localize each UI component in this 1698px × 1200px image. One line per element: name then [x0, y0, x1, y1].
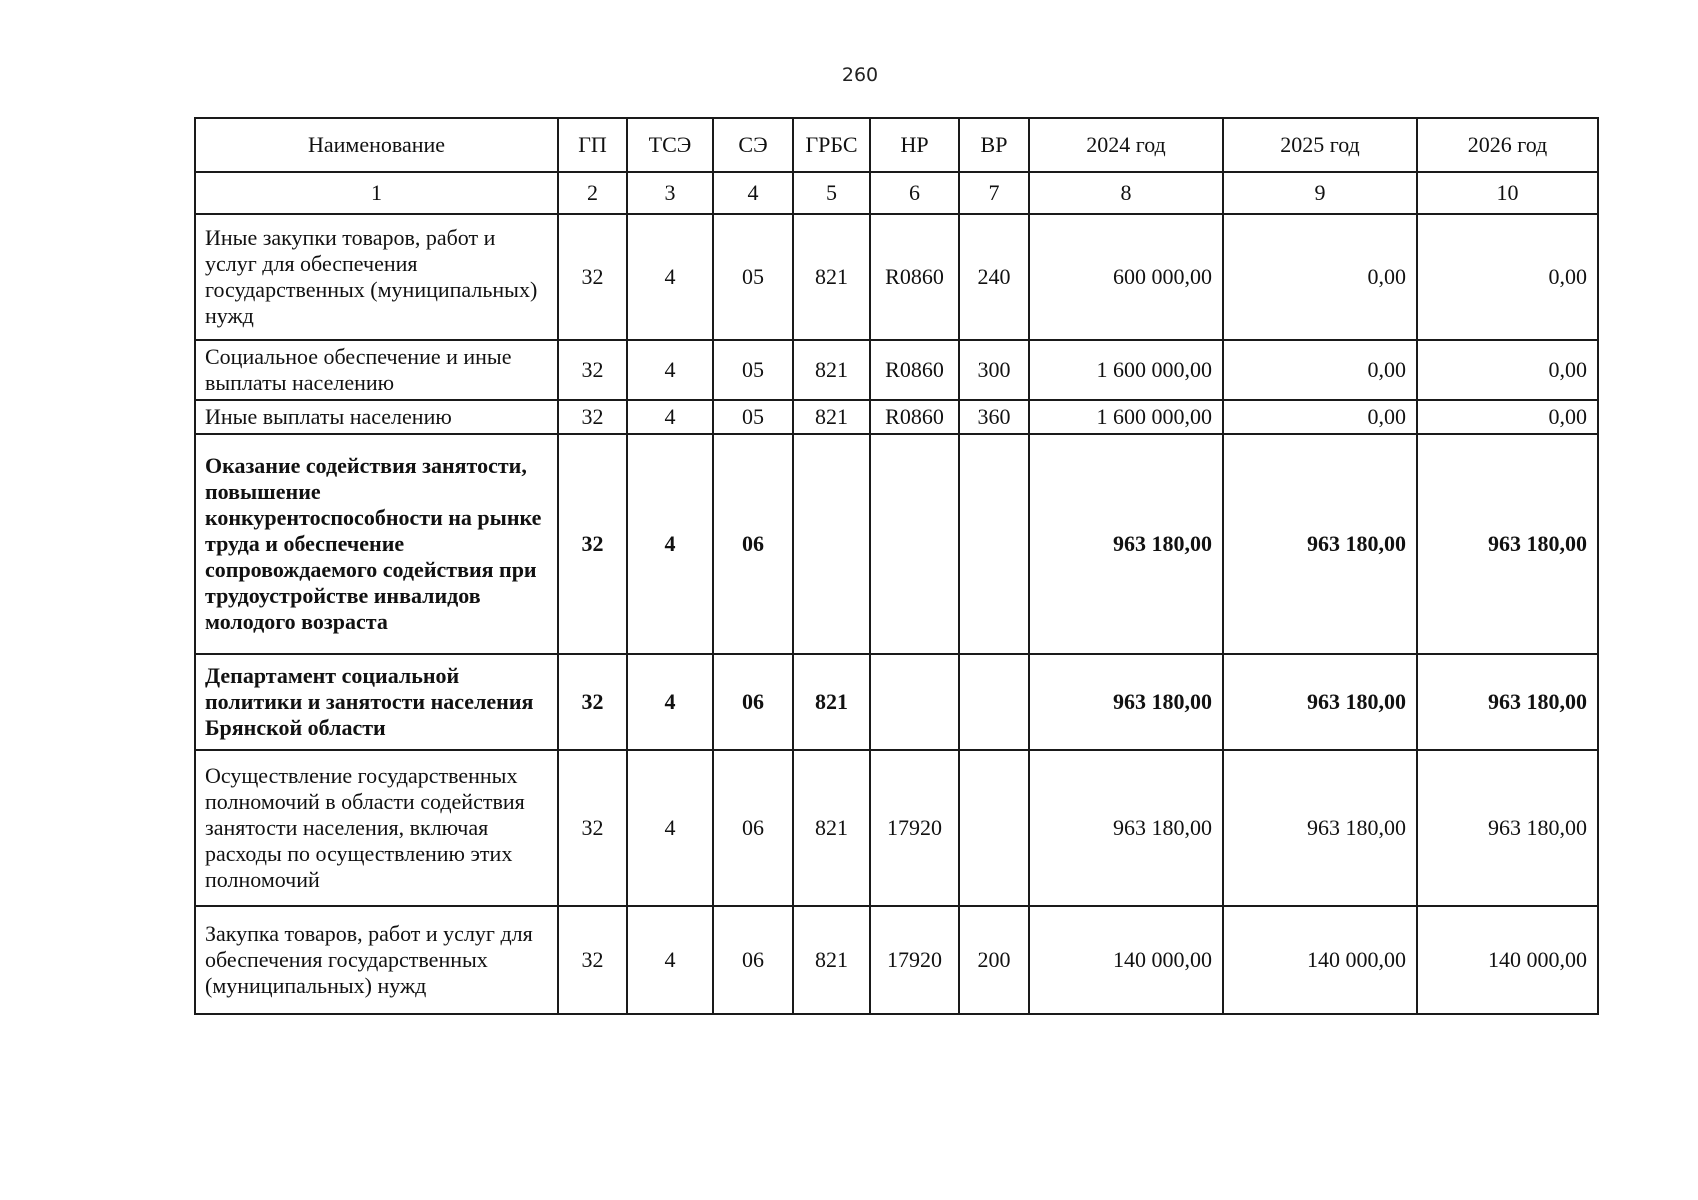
- column-number: 4: [713, 172, 793, 214]
- cell-gp: 32: [558, 906, 627, 1014]
- column-number: 7: [959, 172, 1029, 214]
- cell-se: 05: [713, 214, 793, 340]
- cell-gp: 32: [558, 214, 627, 340]
- header-vr: ВР: [959, 118, 1029, 172]
- cell-grbs: 821: [793, 750, 870, 906]
- cell-nr: R0860: [870, 400, 959, 434]
- header-2024: 2024 год: [1029, 118, 1223, 172]
- header-2026: 2026 год: [1417, 118, 1598, 172]
- cell-2026: 0,00: [1417, 400, 1598, 434]
- cell-2025: 0,00: [1223, 340, 1417, 400]
- cell-2026: 0,00: [1417, 214, 1598, 340]
- row-name: Департамент социальной политики и занятости населения Брянской области: [195, 654, 558, 750]
- cell-2025: 963 180,00: [1223, 434, 1417, 654]
- table-row: [195, 400, 1598, 434]
- cell-grbs: [793, 434, 870, 654]
- row-name: Закупка товаров, работ и услуг для обеспечения государственных (муниципальных) нужд: [195, 906, 558, 1014]
- header-tse: ТСЭ: [627, 118, 713, 172]
- cell-2025: 140 000,00: [1223, 906, 1417, 1014]
- cell-vr: [959, 434, 1029, 654]
- cell-grbs: 821: [793, 654, 870, 750]
- header-name: Наименование: [195, 118, 558, 172]
- cell-tse: 4: [627, 750, 713, 906]
- cell-nr: [870, 434, 959, 654]
- cell-tse: 4: [627, 434, 713, 654]
- cell-vr: 200: [959, 906, 1029, 1014]
- cell-grbs: 821: [793, 214, 870, 340]
- cell-2025: 963 180,00: [1223, 750, 1417, 906]
- cell-vr: [959, 750, 1029, 906]
- cell-tse: 4: [627, 214, 713, 340]
- cell-gp: 32: [558, 750, 627, 906]
- header-2025: 2025 год: [1223, 118, 1417, 172]
- cell-2024: 600 000,00: [1029, 214, 1223, 340]
- table-row: [195, 906, 1598, 1014]
- row-name: Оказание содействия занятости, повышение конкурентоспособности на рынке труда и обеспечение сопровождаемого содействия при трудоустройстве инвалидов молодого возраста: [195, 434, 558, 654]
- table-row: [195, 654, 1598, 750]
- cell-vr: [959, 654, 1029, 750]
- header-gp: ГП: [558, 118, 627, 172]
- table-row: [195, 750, 1598, 906]
- cell-nr: 17920: [870, 906, 959, 1014]
- cell-se: 06: [713, 434, 793, 654]
- column-number: 5: [793, 172, 870, 214]
- cell-se: 05: [713, 340, 793, 400]
- cell-2024: 1 600 000,00: [1029, 400, 1223, 434]
- cell-se: 06: [713, 906, 793, 1014]
- cell-2024: 963 180,00: [1029, 434, 1223, 654]
- table-header-row: [195, 118, 1598, 172]
- cell-2026: 963 180,00: [1417, 654, 1598, 750]
- cell-nr: R0860: [870, 214, 959, 340]
- row-name: Иные выплаты населению: [195, 400, 558, 434]
- cell-se: 06: [713, 750, 793, 906]
- cell-vr: 360: [959, 400, 1029, 434]
- header-se: СЭ: [713, 118, 793, 172]
- header-grbs: ГРБС: [793, 118, 870, 172]
- cell-grbs: 821: [793, 340, 870, 400]
- cell-nr: R0860: [870, 340, 959, 400]
- cell-2026: 963 180,00: [1417, 750, 1598, 906]
- column-number: 8: [1029, 172, 1223, 214]
- cell-nr: [870, 654, 959, 750]
- cell-tse: 4: [627, 400, 713, 434]
- column-number: 2: [558, 172, 627, 214]
- cell-2024: 963 180,00: [1029, 750, 1223, 906]
- row-name: Иные закупки товаров, работ и услуг для обеспечения государственных (муниципальных) нужд: [195, 214, 558, 340]
- cell-gp: 32: [558, 400, 627, 434]
- cell-grbs: 821: [793, 400, 870, 434]
- column-number: 1: [195, 172, 558, 214]
- cell-vr: 240: [959, 214, 1029, 340]
- column-number: 6: [870, 172, 959, 214]
- row-name: Осуществление государственных полномочий в области содействия занятости населения, включая расходы по осуществлению этих полномочий: [195, 750, 558, 906]
- cell-se: 06: [713, 654, 793, 750]
- cell-gp: 32: [558, 340, 627, 400]
- column-number: 10: [1417, 172, 1598, 214]
- cell-se: 05: [713, 400, 793, 434]
- cell-2025: 0,00: [1223, 400, 1417, 434]
- row-name: Социальное обеспечение и иные выплаты населению: [195, 340, 558, 400]
- table-row: [195, 214, 1598, 340]
- cell-grbs: 821: [793, 906, 870, 1014]
- table-row: [195, 340, 1598, 400]
- cell-nr: 17920: [870, 750, 959, 906]
- cell-2025: 963 180,00: [1223, 654, 1417, 750]
- cell-2024: 140 000,00: [1029, 906, 1223, 1014]
- cell-tse: 4: [627, 654, 713, 750]
- cell-gp: 32: [558, 434, 627, 654]
- cell-2024: 963 180,00: [1029, 654, 1223, 750]
- table-row: [195, 434, 1598, 654]
- cell-tse: 4: [627, 340, 713, 400]
- cell-2026: 0,00: [1417, 340, 1598, 400]
- column-number: 9: [1223, 172, 1417, 214]
- budget-table: [194, 117, 1599, 1015]
- header-nr: НР: [870, 118, 959, 172]
- cell-tse: 4: [627, 906, 713, 1014]
- cell-vr: 300: [959, 340, 1029, 400]
- page-number: 260: [841, 64, 879, 86]
- cell-2026: 140 000,00: [1417, 906, 1598, 1014]
- cell-2026: 963 180,00: [1417, 434, 1598, 654]
- cell-2025: 0,00: [1223, 214, 1417, 340]
- column-number-row: [195, 172, 1598, 214]
- cell-gp: 32: [558, 654, 627, 750]
- column-number: 3: [627, 172, 713, 214]
- cell-2024: 1 600 000,00: [1029, 340, 1223, 400]
